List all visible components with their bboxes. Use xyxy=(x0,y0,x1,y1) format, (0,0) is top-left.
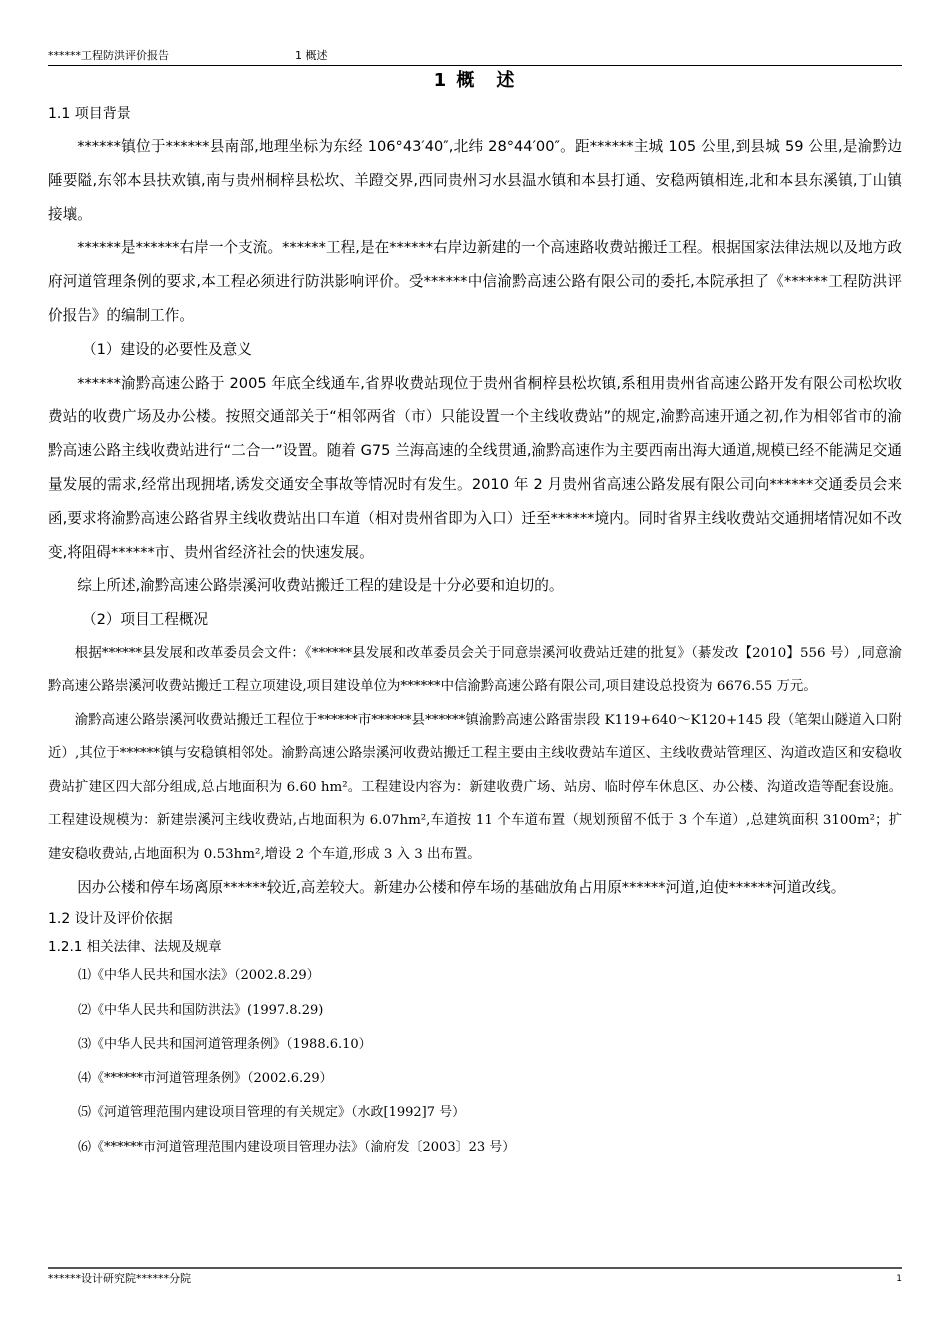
paragraph-project-intro: ******是******右岸一个支流。******工程,是在******右岸边新建的一个高速路收费站搬迁工程。根据国家法律法规以及地方政府河道管理条例的要求,本工程必须进行防洪影响评价。受******中信渝黔高速公路有限公司的委托,本院承担了《******工程防洪评价报告》的编制工作。 xyxy=(48,239,902,324)
header-rule xyxy=(48,65,902,66)
page-footer xyxy=(48,1272,902,1286)
paragraph-scope: 渝黔高速公路崇溪河收费站搬迁工程位于******市******县******镇渝黔高速公路雷崇段 K119+640～K120+145 段（笔架山隧道入口附近）,其位于******镇与安稳镇相邻处。渝黔高速公路崇溪河收费站搬迁工程主要由主线收费站车道区、主线收费站管理区、沟道改造区和安稳收费站扩建区四大部分组成,总占地面积为 6.60 hm²。工程建设内容为：新建收费广场、站房、临时停车休息区、办公楼、沟道改造等配套设施。工程建设规模为：新建崇溪河主线收费站,占地面积为 6.07hm²,车道按 11 个车道布置（规划预留不低于 3 个车道）,总建筑面积 3100m²；扩建安稳收费站,占地面积为 0.53hm²,增设 2 个车道,形成 3 入 3 出布置。 xyxy=(48,712,902,862)
section-heading-1-2-1: 1.2.1 相关法律、法规及规章 xyxy=(48,939,222,956)
paragraph-necessity: ******渝黔高速公路于 2005 年底全线通车,省界收费站现位于贵州省桐梓县松坎镇,系租用贵州省高速公路开发有限公司松坎收费站的收费广场及办公楼。按照交通部关于“相邻两省（市）只能设置一个主线收费站”的规定,渝黔高速开通之初,作为相邻省市的渝黔高速公路主线收费站进行“二合一”设置。随着 G75 兰海高速的全线贯通,渝黔高速作为主要西南出海大通道,规模已经不能满足交通量发展的需求,经常出现拥堵,诱发交通安全事故等情况时有发生。2010 年 2 月贵州省高速公路发展有限公司向******交通委员会来函,要求将渝黔高速公路省界主线收费站出口车道（相对贵州省即为入口）迁至******境内。同时省界主线收费站交通拥堵情况如不改变,将阻碍******市、贵州省经济社会的快速发展。 xyxy=(48,374,902,561)
page-header xyxy=(48,49,902,63)
chapter-title: 1 概 述 xyxy=(433,70,517,91)
section-heading-1-2: 1.2 设计及评价依据 xyxy=(48,911,173,928)
paragraph-summary: 综上所述,渝黔高速公路崇溪河收费站搬迁工程的建设是十分必要和迫切的。 xyxy=(77,577,564,595)
regulation-list xyxy=(48,959,902,1165)
subheading-necessity: （1）建设的必要性及意义 xyxy=(82,340,252,358)
paragraph-river-diversion: 因办公楼和停车场离原******较近,高差较大。新建办公楼和停车场的基础放角占用原******河道,迫使******河道改线。 xyxy=(77,879,846,897)
section-heading-1-1: 1.1 项目背景 xyxy=(48,106,131,122)
page-number: 1 xyxy=(896,1274,902,1284)
header-chapter: 1 概述 xyxy=(295,49,328,62)
subheading-overview: （2）项目工程概况 xyxy=(82,611,209,629)
list-item: ⑵《中华人民共和国防洪法》(1997.8.29) xyxy=(78,1002,324,1018)
list-item: ⑴《中华人民共和国水法》（2002.8.29） xyxy=(78,968,320,984)
paragraph-location: ******镇位于******县南部,地理坐标为东经 106°43′40″,北纬 28°44′00″。距******主城 105 公里,到县城 59 公里,是渝黔边陲要隘,东邻本县扶欢镇,南与贵州桐梓县松坎、羊蹬交界,西同贵州习水县温水镇和本县打通、安稳两镇相连,北和本县东溪镇,丁山镇接壤。 xyxy=(48,138,902,223)
list-item: ⑹《******市河道管理范围内建设项目管理办法》（渝府发〔2003〕23 号） xyxy=(78,1139,516,1155)
footer-organization: ******设计研究院******分院 xyxy=(48,1272,191,1285)
header-report-title: ******工程防洪评价报告 xyxy=(48,49,169,62)
list-item: ⑸《河道管理范围内建设项目管理的有关规定》（水政[1992]7 号） xyxy=(78,1105,466,1121)
footer-rule xyxy=(48,1267,902,1269)
document-body xyxy=(48,104,902,1165)
list-item: ⑶《中华人民共和国河道管理条例》（1988.6.10） xyxy=(78,1036,372,1052)
paragraph-approval: 根据******县发展和改革委员会文件：《******县发展和改革委员会关于同意崇溪河收费站迁建的批复》（綦发改【2010】556 号）,同意渝黔高速公路崇溪河收费站搬迁工程立项建设,项目建设单位为******中信渝黔高速公路有限公司,项目建设总投资为 6676.55 万元。 xyxy=(48,645,902,695)
list-item: ⑷《******市河道管理条例》（2002.6.29） xyxy=(78,1071,333,1087)
